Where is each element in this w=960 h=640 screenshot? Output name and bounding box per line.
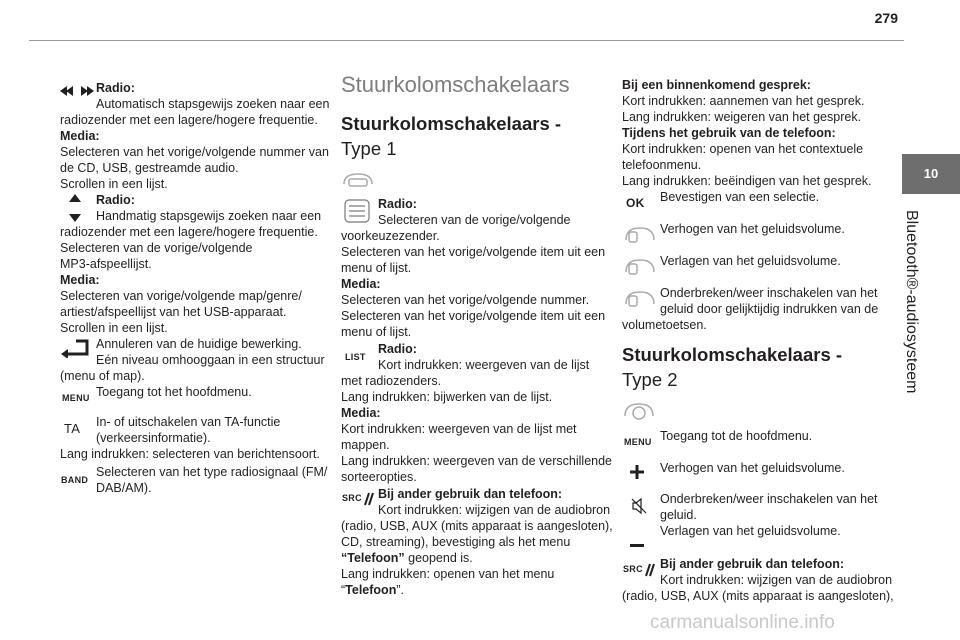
col2-line-20: Kort indrukken: wijzigen van de audiobron xyxy=(378,503,611,517)
col2-line-17: Lang indrukken: weergeven van de verschillende xyxy=(341,454,613,468)
col1-line-17: Annuleren van de huidige bewerking. xyxy=(96,337,302,351)
col1-line-22: (verkeersinformatie). xyxy=(96,431,211,445)
col2-line-11: Kort indrukken: weergeven van de lijst xyxy=(378,358,590,372)
steering-control-type2-icon xyxy=(623,400,655,427)
up-down-arrows-icon xyxy=(68,194,82,227)
col1-line-23: Lang indrukken: selecteren van berichtensoort. xyxy=(60,447,320,461)
col1-line-25: DAB/AM). xyxy=(96,481,152,495)
subtitle-type1-b: Type 1 xyxy=(341,138,397,159)
col1-line-13: Media: xyxy=(60,273,100,287)
col3-line-3: Lang indrukken: weigeren van het gesprek. xyxy=(622,110,862,124)
col3-line-10: Verlagen van het geluidsvolume. xyxy=(660,254,841,268)
col2-line-25 xyxy=(341,582,404,598)
section-title-vertical xyxy=(903,210,923,450)
telefoon-menu-name-2: Telefoon xyxy=(345,583,397,597)
col1-line-11: Selecteren van de vorige/volgende xyxy=(60,241,253,255)
col1-line-16: Scrollen in een lijst. xyxy=(60,321,168,335)
col3-line-8: Bevestigen van een selectie. xyxy=(660,190,820,204)
col1-line-3: radiozender met een lagere/hogere frequentie. xyxy=(60,113,318,127)
col2-line-23 xyxy=(341,550,473,566)
subtitle-type1-a: Stuurkolomschakelaars - xyxy=(341,113,562,134)
col2-line-10: Radio: xyxy=(378,342,417,356)
col3-line-21: (radio, USB, AUX (mits apparaat is aangesloten), xyxy=(622,589,894,603)
col2-line-7: Selecteren van het vorige/volgende nummer. xyxy=(341,293,590,307)
col1-line-15: artiest/afspeellijst van het USB-apparaat. xyxy=(60,305,287,319)
col2-line-2: Selecteren van de vorige/volgende xyxy=(378,213,571,227)
col3-line-20: Kort indrukken: wijzigen van de audiobron xyxy=(660,573,893,587)
col1-line-18: Eén niveau omhooggaan in een structuur xyxy=(96,353,325,367)
col3-line-2: Kort indrukken: aannemen van het gesprek. xyxy=(622,94,865,108)
subtitle-type2-a: Stuurkolomschakelaars - xyxy=(622,344,843,365)
minus-icon xyxy=(630,535,644,553)
plus-icon xyxy=(630,465,644,484)
col3-line-16: Onderbreken/weer inschakelen van het xyxy=(660,492,878,506)
col2-line-9: menu of lijst. xyxy=(341,325,412,339)
col3-line-11: Onderbreken/weer inschakelen van het xyxy=(660,286,878,300)
col3-line-18: Verlagen van het geluidsvolume. xyxy=(660,524,841,538)
page-number: 279 xyxy=(874,10,898,26)
col2-line-16: mappen. xyxy=(341,438,390,452)
steering-control-type1-icon xyxy=(341,170,375,195)
src-label-2: SRC xyxy=(623,564,643,574)
header-rule xyxy=(29,40,904,41)
col1-line-6: de CD, USB, gestreamde audio. xyxy=(60,161,239,175)
col3-line-9: Verhogen van het geluidsvolume. xyxy=(660,222,845,236)
menu-button-type2-icon: MENU xyxy=(624,437,652,447)
subtitle-type2-b: Type 2 xyxy=(622,369,678,390)
col1-line-12: MP3-afspeellijst. xyxy=(60,257,152,271)
mute-speaker-icon xyxy=(630,497,648,520)
band-button-icon: BAND xyxy=(61,475,89,485)
col3-line-14: Toegang tot de hoofdmenu. xyxy=(660,429,813,443)
col3-line-13: volumetoetsen. xyxy=(622,318,707,332)
col1-line-1: Radio: xyxy=(96,81,135,95)
steering-volume-down-icon xyxy=(624,254,656,283)
col2-line-12: met radiozenders. xyxy=(341,374,442,388)
section-title: Bluetooth®-audiosysteem xyxy=(903,210,920,394)
col1-line-19: (menu of map). xyxy=(60,369,145,383)
col2-line-6: Media: xyxy=(341,277,381,291)
col2-line-15: Kort indrukken: weergeven van de lijst met xyxy=(341,422,577,436)
col2-line-25-close: ”. xyxy=(396,583,404,597)
col3-line-19: Bij ander gebruik dan telefoon: xyxy=(660,557,845,571)
col1-line-5: Selecteren van het vorige/volgende nummer van xyxy=(60,145,329,159)
col2-line-5: menu of lijst. xyxy=(341,261,412,275)
col1-line-21: In- of uitschakelen van TA-functie xyxy=(96,415,281,429)
ta-button-icon: TA xyxy=(64,421,81,436)
col3-line-12: geluid door gelijktijdig indrukken van de xyxy=(660,302,879,316)
col3-line-6: telefoonmenu. xyxy=(622,158,702,172)
ok-button-icon: OK xyxy=(626,196,645,210)
col2-line-25-open: “ xyxy=(341,583,346,597)
scroll-wheel-icon xyxy=(344,199,370,228)
menu-button-icon: MENU xyxy=(62,393,90,403)
col2-line-18: sorteeropties. xyxy=(341,470,417,484)
col3-line-4: Tijdens het gebruik van de telefoon: xyxy=(622,126,836,140)
col2-line-21: (radio, USB, AUX (mits apparaat is aangesloten), xyxy=(341,519,613,533)
col1-line-7: Scrollen in een lijst. xyxy=(60,177,168,191)
col3-line-15: Verhogen van het geluidsvolume. xyxy=(660,461,845,475)
col2-line-13: Lang indrukken: bijwerken van de lijst. xyxy=(341,390,553,404)
col3-line-17: geluid. xyxy=(660,508,697,522)
list-button-icon: LIST xyxy=(345,352,366,362)
col2-line-3: voorkeuzezender. xyxy=(341,229,440,243)
watermark: carmanualsonline.info xyxy=(650,612,835,633)
col1-line-24: Selecteren van het type radiosignaal (FM/ xyxy=(96,465,328,479)
col2-line-1: Radio: xyxy=(378,197,417,211)
page-title: Stuurkolomschakelaars xyxy=(341,72,570,97)
telefoon-menu-name: “Telefoon” xyxy=(341,551,405,565)
col2-line-22: CD, streaming), bevestiging als het menu xyxy=(341,535,571,549)
col1-line-8: Radio: xyxy=(96,193,135,207)
seek-arrows-icon xyxy=(60,84,94,102)
col3-line-5: Kort indrukken: openen van het contextuele xyxy=(622,142,864,156)
col2-line-4: Selecteren van het vorige/volgende item uit een xyxy=(341,245,606,259)
col3-line-7: Lang indrukken: beëindigen van het gesprek. xyxy=(622,174,872,188)
col3-line-1: Bij een binnenkomend gesprek: xyxy=(622,78,811,92)
col1-line-10: radiozender met een lagere/hogere frequentie. xyxy=(60,225,318,239)
col1-line-14: Selecteren van vorige/volgende map/genre/ xyxy=(60,289,302,303)
col2-line-14: Media: xyxy=(341,406,381,420)
col1-line-4: Media: xyxy=(60,129,100,143)
src-label: SRC xyxy=(342,493,362,503)
col2-line-23-rest: geopend is. xyxy=(404,551,473,565)
chapter-tab: 10 xyxy=(902,154,960,194)
steering-volume-up-icon xyxy=(624,222,656,251)
col2-line-8: Selecteren van het vorige/volgende item uit een xyxy=(341,309,606,323)
steering-mute-icon xyxy=(624,286,656,315)
col1-line-9: Handmatig stapsgewijs zoeken naar een xyxy=(96,209,322,223)
col1-line-20: Toegang tot het hoofdmenu. xyxy=(96,385,252,399)
col2-line-24: Lang indrukken: openen van het menu xyxy=(341,567,555,581)
back-arrow-icon xyxy=(61,338,91,363)
col1-line-2: Automatisch stapsgewijs zoeken naar een xyxy=(96,97,330,111)
col2-line-19: Bij ander gebruik dan telefoon: xyxy=(378,487,563,501)
